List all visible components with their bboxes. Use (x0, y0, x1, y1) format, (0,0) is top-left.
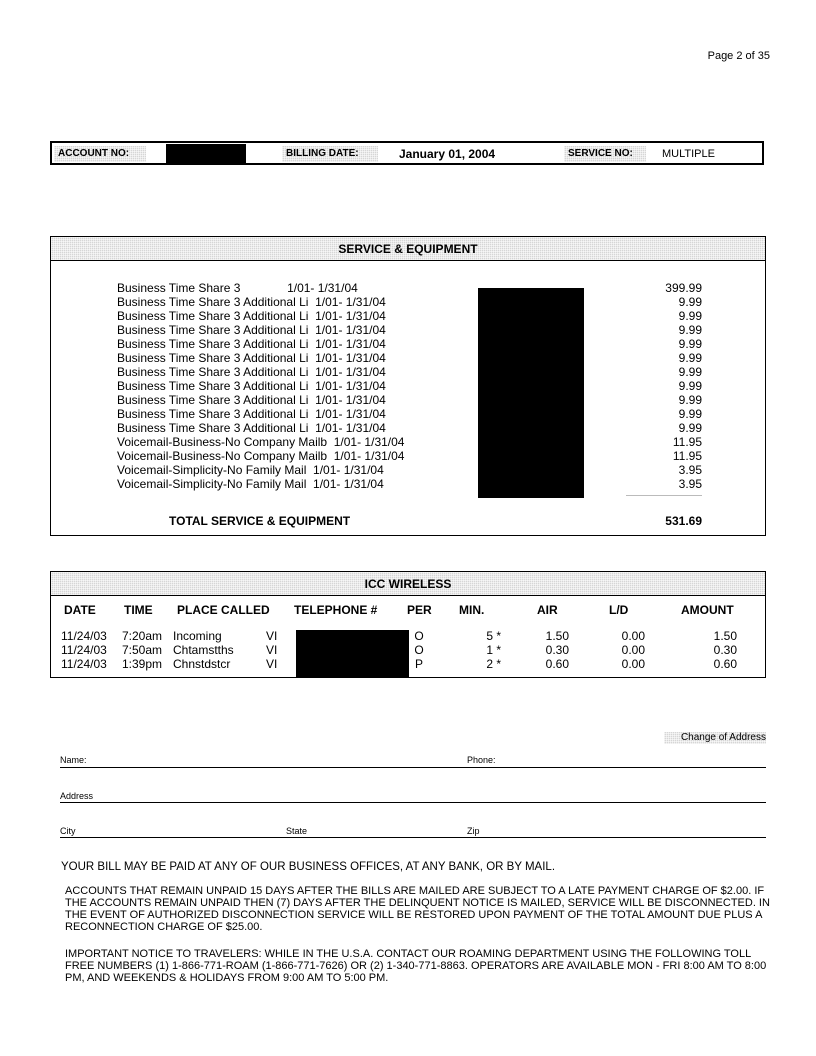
call-date: 11/24/03 (61, 657, 107, 671)
call-amount: 0.60 (713, 657, 737, 671)
account-bar (50, 141, 764, 165)
zip-label: Zip (467, 826, 480, 836)
phone-field[interactable] (467, 767, 766, 768)
col-per: PER (407, 603, 432, 617)
service-item-description: Business Time Share 3 Additional Li 1/01- 1/31/04 (117, 407, 386, 421)
call-ld: 0.00 (621, 629, 645, 643)
name-field[interactable] (60, 767, 467, 768)
total-divider (626, 495, 702, 496)
total-label: TOTAL SERVICE & EQUIPMENT (169, 514, 351, 528)
call-min: 5 * (486, 629, 501, 643)
change-of-address-badge: Change of Address (664, 732, 766, 744)
billing-date-label: BILLING DATE: (282, 146, 378, 162)
col-air: AIR (537, 603, 558, 617)
col-time: TIME (124, 603, 153, 617)
service-item-description: Business Time Share 3 Additional Li 1/01- 1/31/04 (117, 393, 386, 407)
call-state: VI (266, 657, 278, 671)
call-per: P (414, 657, 423, 671)
service-item-description: Voicemail-Business-No Company Mailb 1/01- 1/31/04 (117, 435, 405, 449)
col-ld: L/D (609, 603, 629, 617)
service-item-amount: 9.99 (678, 379, 702, 393)
call-time: 7:50am (122, 643, 163, 657)
travelers-notice: IMPORTANT NOTICE TO TRAVELERS: WHILE IN THE U.S.A. CONTACT OUR ROAMING DEPARTMENT USING THE FOLLOWING TOLL FREE NUMBERS (1) 1-866-771-ROAM (1-866-771-7626) OR (2) 1-340-771-8863. OPERATORS ARE AVAILABLE MON - FRI 8:00 AM TO 8:00 PM, AND WEEKENDS & HOLIDAYS FROM 9:00 AM TO 5:00 PM. (65, 948, 767, 984)
call-amount: 1.50 (713, 629, 737, 643)
service-redaction (478, 288, 584, 498)
account-no-redaction (166, 144, 246, 164)
call-time: 1:39pm (122, 657, 163, 671)
icc-wireless-section (50, 571, 766, 678)
col-min: MIN. (459, 603, 485, 617)
call-air: 0.60 (545, 657, 569, 671)
account-no-label: ACCOUNT NO: (54, 146, 146, 162)
call-place: Incoming (173, 629, 222, 643)
name-label: Name: (60, 755, 87, 765)
call-min: 1 * (486, 643, 501, 657)
service-item-description: Voicemail-Simplicity-No Family Mail 1/01- 1/31/04 (117, 463, 384, 477)
icc-wireless-title: ICC WIRELESS (51, 572, 765, 596)
service-item-description: Business Time Share 3 Additional Li 1/01- 1/31/04 (117, 295, 386, 309)
call-air: 1.50 (545, 629, 569, 643)
service-item-description: Voicemail-Simplicity-No Family Mail 1/01- 1/31/04 (117, 477, 384, 491)
zip-field[interactable] (467, 837, 766, 838)
service-item-amount: 9.99 (678, 337, 702, 351)
service-item-description: Voicemail-Business-No Company Mailb 1/01- 1/31/04 (117, 449, 405, 463)
service-item-description: Business Time Share 3 Additional Li 1/01- 1/31/04 (117, 323, 386, 337)
col-date: DATE (64, 603, 96, 617)
call-place: Chtamstths (173, 643, 234, 657)
call-per: O (414, 629, 424, 643)
state-field[interactable] (286, 837, 467, 838)
service-item-amount: 399.99 (665, 281, 702, 295)
service-no-value: MULTIPLE (662, 148, 715, 160)
phone-label: Phone: (467, 755, 496, 765)
service-equipment-title: SERVICE & EQUIPMENT (51, 237, 765, 261)
service-item-description: Business Time Share 3 Additional Li 1/01- 1/31/04 (117, 351, 386, 365)
service-item-description: Business Time Share 3 1/01- 1/31/04 (117, 281, 358, 295)
call-air: 0.30 (545, 643, 569, 657)
call-date: 11/24/03 (61, 643, 107, 657)
col-telephone: TELEPHONE # (294, 603, 378, 617)
total-amount: 531.69 (665, 514, 702, 528)
address-field[interactable] (60, 802, 766, 803)
service-item-amount: 9.99 (678, 309, 702, 323)
service-item-amount: 9.99 (678, 365, 702, 379)
col-place-called: PLACE CALLED (177, 603, 270, 617)
col-amount: AMOUNT (681, 603, 734, 617)
page-number: Page 2 of 35 (707, 50, 770, 62)
service-item-description: Business Time Share 3 Additional Li 1/01- 1/31/04 (117, 309, 386, 323)
service-item-amount: 11.95 (672, 449, 702, 463)
service-item-amount: 9.99 (678, 407, 702, 421)
service-item-amount: 3.95 (678, 463, 702, 477)
service-item-amount: 11.95 (672, 435, 702, 449)
call-time: 7:20am (122, 629, 163, 643)
city-field[interactable] (60, 837, 286, 838)
call-state: VI (266, 643, 278, 657)
service-item-amount: 3.95 (678, 477, 702, 491)
service-item-amount: 9.99 (678, 323, 702, 337)
telephone-redaction (296, 630, 409, 677)
service-item-amount: 9.99 (678, 421, 702, 435)
call-ld: 0.00 (621, 643, 645, 657)
payment-notice: YOUR BILL MAY BE PAID AT ANY OF OUR BUSINESS OFFICES, AT ANY BANK, OR BY MAIL. (61, 861, 556, 873)
service-item-description: Business Time Share 3 Additional Li 1/01- 1/31/04 (117, 337, 386, 351)
billing-date-value: January 01, 2004 (399, 147, 496, 161)
service-no-label: SERVICE NO: (564, 146, 646, 162)
service-equipment-section (50, 236, 766, 536)
call-min: 2 * (486, 657, 501, 671)
call-place: Chnstdstcr (173, 657, 231, 671)
call-state: VI (266, 629, 278, 643)
state-label: State (286, 826, 308, 836)
call-date: 11/24/03 (61, 629, 107, 643)
call-ld: 0.00 (621, 657, 645, 671)
service-item-amount: 9.99 (678, 295, 702, 309)
address-label: Address (60, 791, 94, 801)
late-payment-notice: ACCOUNTS THAT REMAIN UNPAID 15 DAYS AFTER THE BILLS ARE MAILED ARE SUBJECT TO A LATE PAYMENT CHARGE OF $2.00. IF THE ACCOUNTS REMAIN UNPAID THEN (7) DAYS AFTER THE DELINQUENT NOTICE IS MAILED, SERVICE WILL BE DISCONNECTED. IN THE EVENT OF AUTHORIZED DISCONNECTION SERVICE WILL BE RESTORED UPON PAYMENT OF THE TOTAL AMOUNT DUE PLUS A RECONNECTION CHARGE OF $25.00. (65, 885, 770, 933)
service-item-amount: 9.99 (678, 393, 702, 407)
service-item-description: Business Time Share 3 Additional Li 1/01- 1/31/04 (117, 365, 386, 379)
city-label: City (60, 826, 76, 836)
service-item-description: Business Time Share 3 Additional Li 1/01- 1/31/04 (117, 421, 386, 435)
service-item-amount: 9.99 (678, 351, 702, 365)
call-per: O (414, 643, 424, 657)
call-amount: 0.30 (713, 643, 737, 657)
service-item-description: Business Time Share 3 Additional Li 1/01- 1/31/04 (117, 379, 386, 393)
